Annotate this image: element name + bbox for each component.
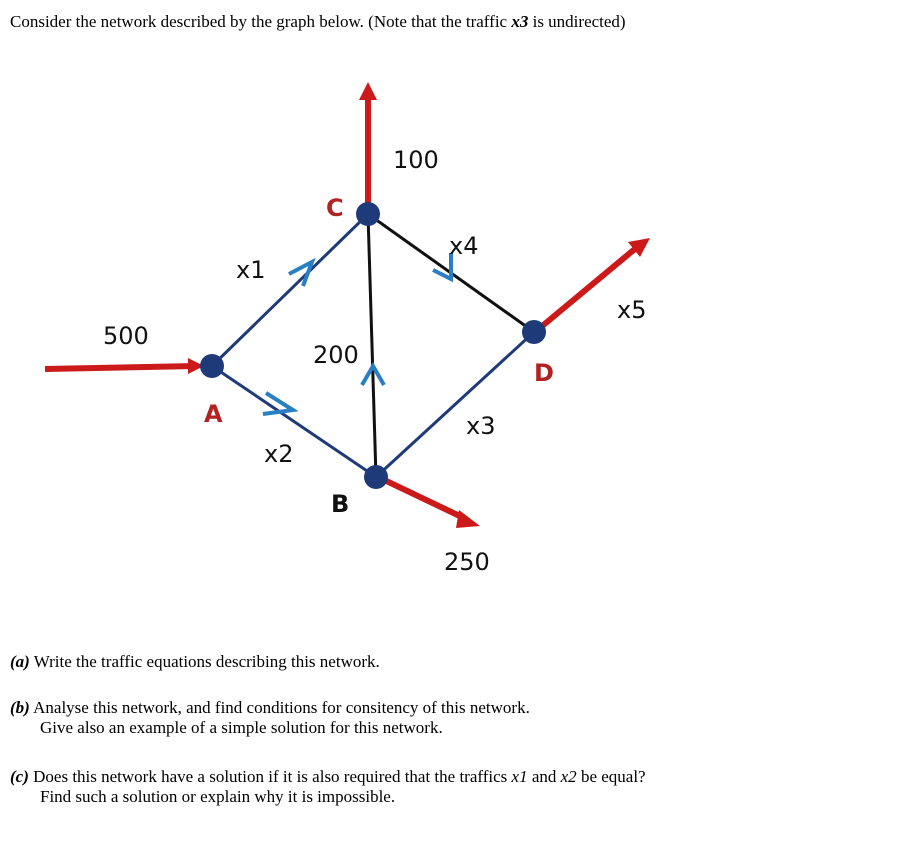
x2-label: x2 bbox=[264, 440, 294, 468]
question-b-line1: Analyse this network, and find conditions for consitency of this network. bbox=[29, 698, 530, 717]
outflow-b-arrowhead bbox=[456, 510, 480, 528]
question-c-var-x2: x2 bbox=[560, 767, 577, 786]
node-a-label: A bbox=[204, 400, 223, 428]
question-a-text: Write the traffic equations describing this network. bbox=[29, 652, 380, 671]
node-a bbox=[200, 354, 224, 378]
inflow-a-label: 500 bbox=[103, 322, 149, 350]
question-b-tag: (b) bbox=[10, 698, 30, 717]
x3-label: x3 bbox=[466, 412, 496, 440]
edge-ab bbox=[212, 366, 376, 477]
intro-text: Consider the network described by the graph below. (Note that the traffic bbox=[10, 12, 512, 31]
question-a bbox=[10, 652, 380, 672]
question-b-line2: Give also an example of a simple solution for this network. bbox=[40, 718, 443, 737]
outflow-c-label: 100 bbox=[393, 146, 439, 174]
question-c-tag: (c) bbox=[10, 767, 29, 786]
x4-label: x4 bbox=[449, 232, 479, 260]
node-d bbox=[522, 320, 546, 344]
question-c bbox=[10, 767, 646, 807]
node-d-label: D bbox=[534, 359, 554, 387]
node-c bbox=[356, 202, 380, 226]
edge-bd bbox=[376, 332, 534, 477]
question-c-line2: Find such a solution or explain why it is impossible. bbox=[40, 787, 396, 806]
node-b-label: B bbox=[331, 490, 350, 518]
question-c-line1-start: Does this network have a solution if it is also required that the traffics bbox=[28, 767, 512, 786]
outflow-b-line bbox=[378, 477, 466, 519]
outflow-c-arrowhead bbox=[359, 82, 377, 100]
question-c-line1-end: be equal? bbox=[576, 767, 646, 786]
inflow-a-line bbox=[45, 366, 196, 369]
node-c-label: C bbox=[326, 194, 344, 222]
edge-bc-label: 200 bbox=[313, 341, 359, 369]
question-b bbox=[10, 698, 530, 738]
x1-label: x1 bbox=[236, 256, 266, 284]
intro-variable: x3 bbox=[511, 12, 529, 31]
outflow-b-label: 250 bbox=[444, 548, 490, 576]
node-b bbox=[364, 465, 388, 489]
intro-text-end: is undirected) bbox=[528, 12, 626, 31]
question-c-var-x1: x1 bbox=[511, 767, 528, 786]
x5-label: x5 bbox=[617, 296, 647, 324]
question-c-line1-mid: and bbox=[527, 767, 561, 786]
edge-bc bbox=[368, 214, 376, 477]
question-a-tag: (a) bbox=[10, 652, 30, 671]
x1-direction-arrow bbox=[289, 262, 312, 286]
